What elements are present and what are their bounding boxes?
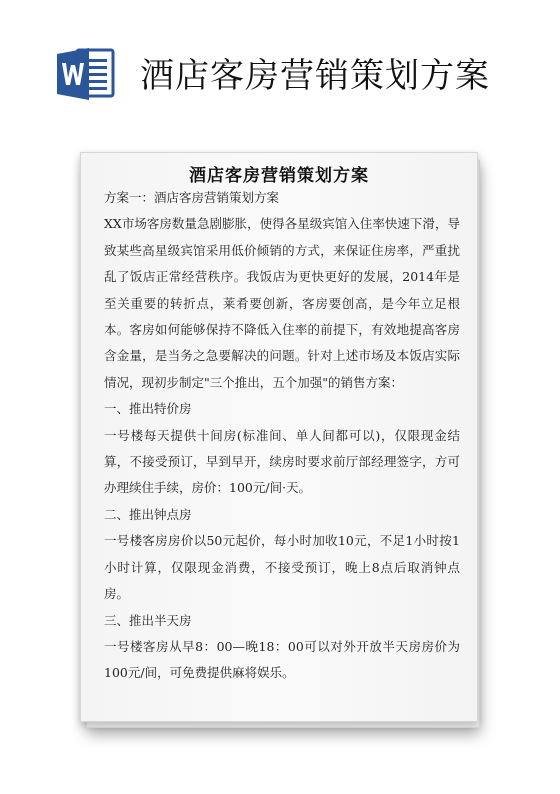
page-title: 酒店客房营销策划方案 xyxy=(140,56,490,96)
document-page xyxy=(80,152,478,722)
paragraph-section-2: 一号楼客房房价以50元起价，每小时加收10元，不足1小时按1小时计算，仅限现金消费，不接受预订，晚上8点后取消钟点房。 xyxy=(104,533,460,602)
document-preview xyxy=(80,152,480,722)
header xyxy=(0,0,560,120)
paragraph-intro: XX市场客房数量急剧膨胀，使得各星级宾馆入住率快速下滑，导致某些高星级宾馆采用低价倾销的方式，来保证住房率，严重扰乱了饭店正常经营秩序。我饭店为更快更好的发展，2014年是至关重要的转折点，莱肴要创新，客房要创高，是今年立足根本。客房如何能够保持不降低入住率的前提下，有效地提高客房含金量，是当务之急要解决的问题。针对上述市场及本饭店实际情况，现初步制定"三个推出，五个加强"的销售方案： xyxy=(104,216,460,390)
document-title: 酒店客房营销策划方案 xyxy=(189,166,369,186)
section-heading-3: 三、推出半天房 xyxy=(104,612,192,628)
paragraph-subtitle: 方案一：酒店客房营销策划方案 xyxy=(104,190,280,205)
paragraph-section-1: 一号楼每天提供十间房(标准间、单人间都可以)，仅限现金结算，不接受预订，早到早开，续房时要求前厅部经理签字，方可办理续住手续，房价：100元/间·天。 xyxy=(104,427,460,496)
document-body xyxy=(104,185,460,687)
section-heading-2: 二、推出钟点房 xyxy=(104,506,192,522)
paragraph-section-3: 一号楼客房从早8：00—晚18：00可以对外开放半天房房价为100元/间，可免费提供麻将娱乐。 xyxy=(104,638,460,681)
word-document-icon xyxy=(55,42,117,104)
section-heading-1: 一、推出特价房 xyxy=(104,401,192,417)
